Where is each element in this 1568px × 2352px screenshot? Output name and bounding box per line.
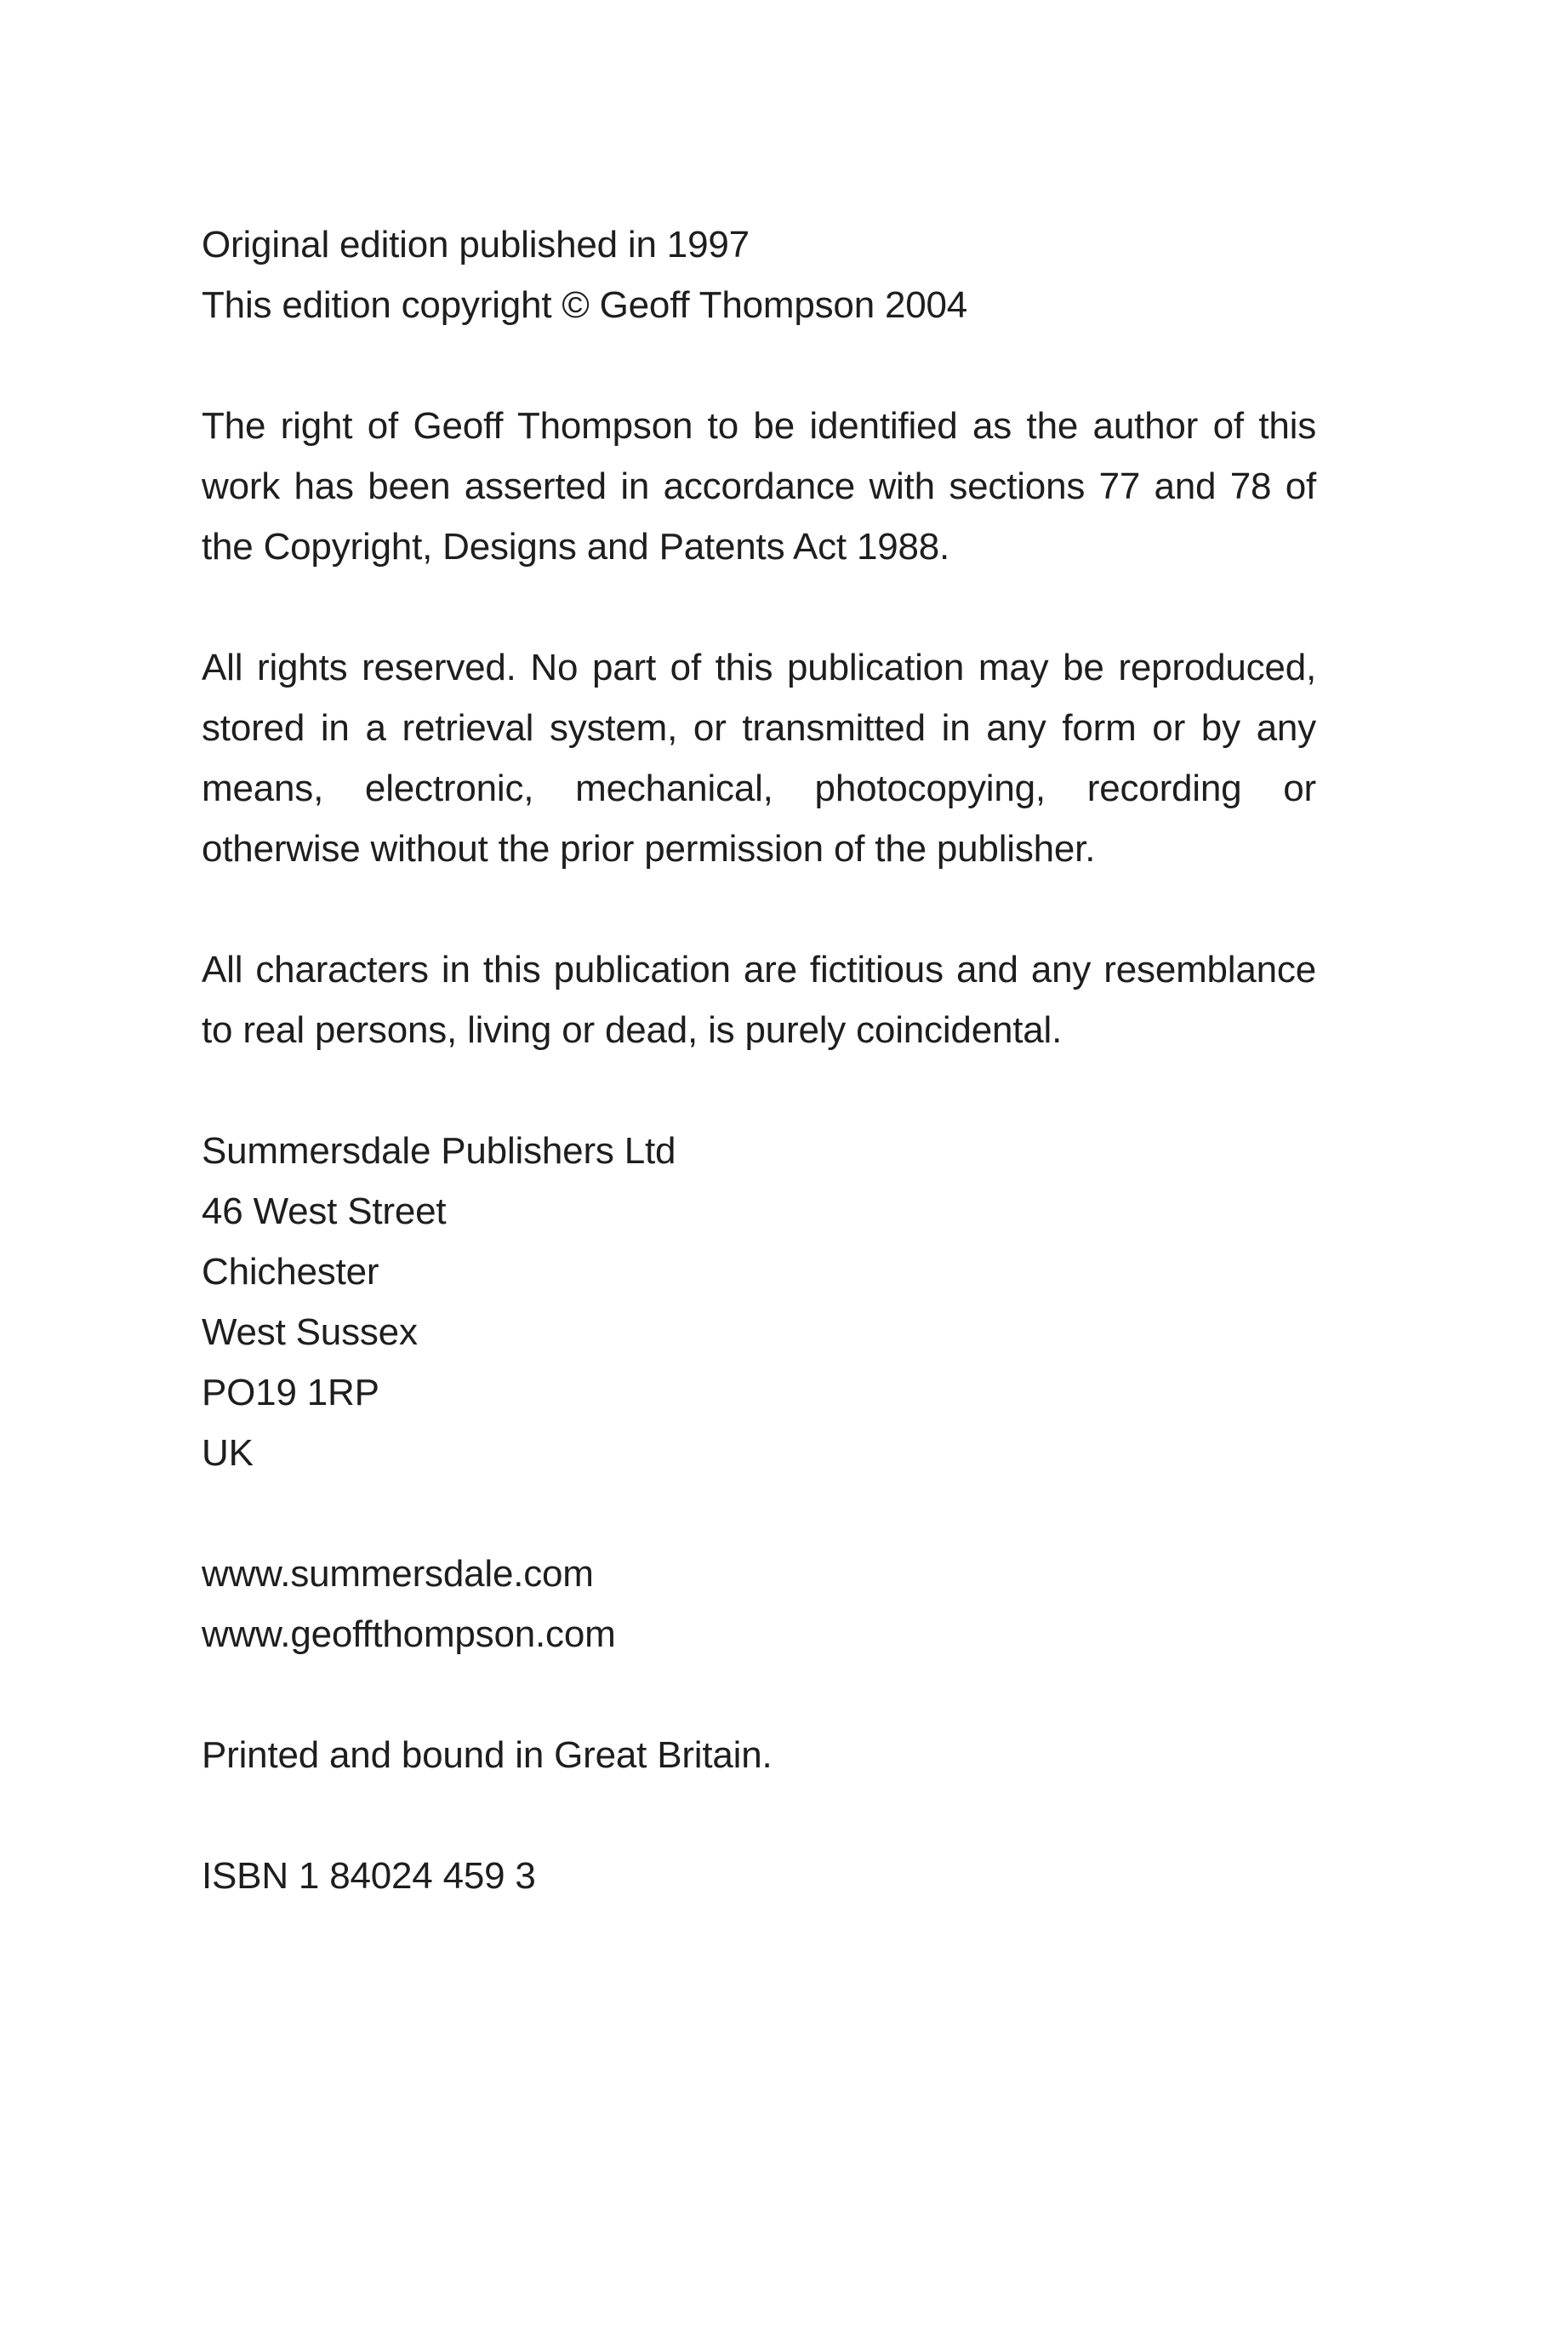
geoffthompson-url: www.geoffthompson.com [202,1613,616,1655]
copyright-line: This edition copyright © Geoff Thompson 2004 [202,284,968,326]
text-line: to real persons, living or dead, is purely coincidental. [202,1009,1063,1051]
isbn [202,1846,1316,1906]
publisher-address [202,1121,1316,1483]
country: UK [202,1432,254,1474]
publisher-name: Summersdale Publishers Ltd [202,1130,676,1172]
street-address: 46 West Street [202,1190,447,1232]
text-line: otherwise without the prior permission of the publisher. [202,828,1096,870]
text-line: All rights reserved. No part of this publication may be reproduced, [202,647,1316,688]
text-line: stored in a retrieval system, or transmitted in any form or by any [202,707,1316,749]
city: Chichester [202,1251,379,1293]
publisher-websites [202,1544,1316,1664]
original-edition-line: Original edition published in 1997 [202,224,750,265]
all-rights-reserved-notice [202,637,1316,879]
fictitious-persons-disclaimer [202,939,1316,1060]
edition-notice [202,214,1316,335]
text-line: the Copyright, Designs and Patents Act 1988. [202,526,950,568]
text-line: The right of Geoff Thompson to be identified as the author of this [202,405,1316,447]
county: West Sussex [202,1311,418,1353]
summersdale-url: www.summersdale.com [202,1553,594,1595]
moral-rights-statement [202,396,1316,577]
postcode: PO19 1RP [202,1372,379,1413]
text-line: All characters in this publication are fictitious and any resemblance [202,949,1316,990]
text-line: means, electronic, mechanical, photocopying, recording or [202,768,1316,809]
printing-notice-text: Printed and bound in Great Britain. [202,1734,773,1776]
book-copyright-page [202,214,1316,1906]
printing-notice [202,1725,1316,1785]
text-line: work has been asserted in accordance with sections 77 and 78 of [202,465,1316,507]
isbn-text: ISBN 1 84024 459 3 [202,1855,536,1897]
